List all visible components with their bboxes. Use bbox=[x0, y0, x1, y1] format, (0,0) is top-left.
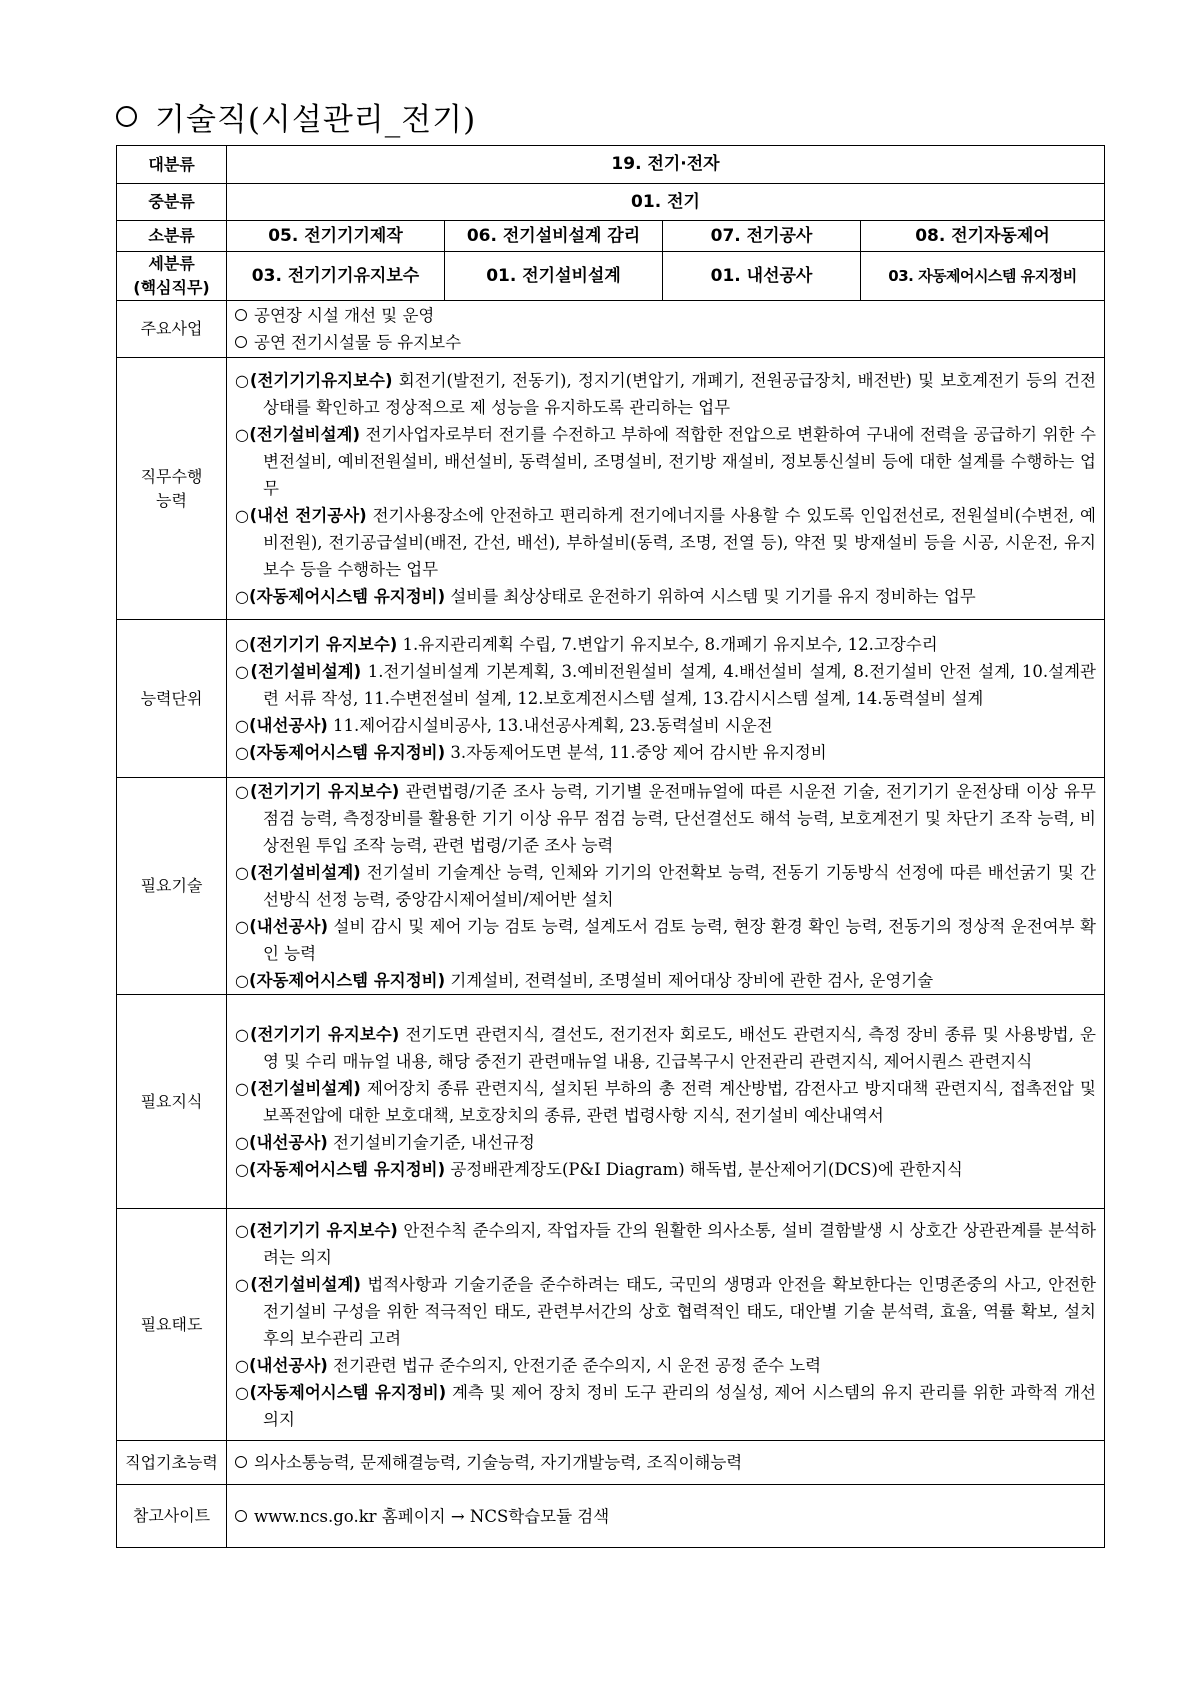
label-skill: 필요기술 bbox=[117, 778, 227, 995]
list-item: ○(내선공사) 전기설비기술기준, 내선규정 bbox=[235, 1132, 535, 1152]
row-main-business bbox=[117, 301, 1105, 358]
value-minor-1: 05. 전기기기제작 bbox=[227, 221, 445, 252]
skill-content bbox=[227, 778, 1105, 995]
value-major: 19. 전기·전자 bbox=[227, 146, 1105, 184]
circle-bullet-icon bbox=[116, 106, 137, 127]
list-item: ○(전기기기 유지보수) 전기도면 관련지식, 결선도, 전기전자 회로도, 배선도 관련지식, 측정 장비 종류 및 사용방법, 운영 및 수리 매뉴얼 내용, 해당 중전기 관련매뉴얼 내용, 긴급복구시 안전관리 관련지식, 제어시퀀스 관련지식 bbox=[235, 1024, 1096, 1071]
label-main-business: 주요사업 bbox=[117, 301, 227, 358]
row-middle bbox=[117, 184, 1105, 221]
value-minor-3: 07. 전기공사 bbox=[663, 221, 861, 252]
circle-bullet-icon: ○ bbox=[235, 587, 249, 606]
value-middle: 01. 전기 bbox=[227, 184, 1105, 221]
row-minor bbox=[117, 221, 1105, 252]
circle-bullet-icon: ○ bbox=[235, 635, 249, 654]
circle-bullet-icon: ○ bbox=[235, 662, 251, 681]
list-item: ○(전기기기 유지보수) 1.유지관리계획 수립, 7.변압기 유지보수, 8.개폐기 유지보수, 12.고장수리 bbox=[235, 635, 938, 654]
circle-bullet-icon: ○ bbox=[235, 1220, 250, 1240]
circle-bullet-icon bbox=[235, 336, 247, 348]
circle-bullet-icon: ○ bbox=[235, 917, 250, 936]
circle-bullet-icon bbox=[235, 1456, 247, 1468]
circle-bullet-icon: ○ bbox=[235, 371, 250, 390]
list-item: 공연 전기시설물 등 유지보수 bbox=[235, 329, 1096, 356]
value-detail-2: 01. 전기설비설계 bbox=[445, 252, 663, 301]
row-knowledge bbox=[117, 995, 1105, 1209]
main-business-content bbox=[227, 301, 1105, 358]
circle-bullet-icon: ○ bbox=[235, 425, 250, 444]
unit-content bbox=[227, 620, 1105, 778]
knowledge-content bbox=[227, 995, 1105, 1209]
list-item: ○(내선 전기공사) 전기사용장소에 안전하고 편리하게 전기에너지를 사용할 수 있도록 인입전선로, 전원설비(수변전, 예비전원), 전기공급설비(배전, 간선, 배선), 부하설비(동력, 조명, 전열 등), 약전 및 방재설비 등을 시공, 시운전, 유지보수 등을 수행하는 업무 bbox=[235, 506, 1096, 579]
row-reference bbox=[117, 1485, 1105, 1548]
row-attitude bbox=[117, 1209, 1105, 1441]
circle-bullet-icon: ○ bbox=[235, 1355, 249, 1375]
value-minor-2: 06. 전기설비설계 감리 bbox=[445, 221, 663, 252]
page-title bbox=[116, 94, 476, 139]
list-item: ○(전기기기 유지보수) 안전수칙 준수의지, 작업자들 간의 원활한 의사소통, 설비 결함발생 시 상호간 상관관계를 분석하려는 의지 bbox=[235, 1220, 1096, 1267]
list-item: ○(자동제어시스템 유지정비) 계측 및 제어 장치 정비 도구 관리의 성실성, 제어 시스템의 유지 관리를 위한 과학적 개선 의지 bbox=[235, 1382, 1096, 1429]
circle-bullet-icon: ○ bbox=[235, 716, 249, 735]
value-detail-4: 03. 자동제어시스템 유지정비 bbox=[861, 252, 1105, 301]
attitude-content bbox=[227, 1209, 1105, 1441]
list-item: ○(내선공사) 설비 감시 및 제어 기능 검토 능력, 설계도서 검토 능력, 현장 환경 확인 능력, 전동기의 정상적 운전여부 확인 능력 bbox=[235, 917, 1096, 963]
row-basic bbox=[117, 1441, 1105, 1485]
label-basic: 직업기초능력 bbox=[117, 1441, 227, 1485]
list-item: ○(자동제어시스템 유지정비) 3.자동제어도면 분석, 11.중앙 제어 감시반 유지정비 bbox=[235, 743, 827, 762]
value-detail-3: 01. 내선공사 bbox=[663, 252, 861, 301]
label-major: 대분류 bbox=[117, 146, 227, 184]
list-item: ○(전기설비설계) 전기사업자로부터 전기를 수전하고 부하에 적합한 전압으로 변환하여 구내에 전력을 공급하기 위한 수변전설비, 예비전원설비, 배선설비, 동력설비, 조명설비, 전기방 재설비, 정보통신설비 등에 대한 설계를 수행하는 업무 bbox=[235, 425, 1096, 498]
value-minor-4: 08. 전기자동제어 bbox=[861, 221, 1105, 252]
list-item: ○(전기설비설계) 법적사항과 기술기준을 준수하려는 태도, 국민의 생명과 안전을 확보한다는 인명존중의 사고, 안전한 전기설비 구성을 위한 적극적인 태도, 관련부서간의 상호 협력적인 태도, 대안별 기술 분석력, 효율, 역률 확보, 설치후의 보수관리 고려 bbox=[235, 1274, 1096, 1348]
label-duty: 직무수행 능력 bbox=[117, 358, 227, 620]
reference-link[interactable]: www.ncs.go.kr 홈페이지 → NCS학습모듈 검색 bbox=[254, 1506, 610, 1526]
list-item: ○(자동제어시스템 유지정비) 설비를 최상상태로 운전하기 위하여 시스템 및 기기를 유지 정비하는 업무 bbox=[235, 587, 976, 606]
list-item: ○(자동제어시스템 유지정비) 기계설비, 전력설비, 조명설비 제어대상 장비에 관한 검사, 운영기술 bbox=[235, 971, 934, 990]
label-knowledge: 필요지식 bbox=[117, 995, 227, 1209]
circle-bullet-icon: ○ bbox=[235, 782, 250, 801]
circle-bullet-icon: ○ bbox=[235, 506, 250, 525]
row-unit bbox=[117, 620, 1105, 778]
circle-bullet-icon bbox=[235, 1510, 247, 1522]
circle-bullet-icon: ○ bbox=[235, 1078, 251, 1098]
circle-bullet-icon: ○ bbox=[235, 863, 250, 882]
label-middle: 중분류 bbox=[117, 184, 227, 221]
list-item: ○(전기설비설계) 1.전기설비설계 기본계획, 3.예비전원설비 설계, 4.배선설비 설계, 8.전기설비 안전 설계, 10.설계관련 서류 작성, 11.수변전설비 설계, 12.보호계전시스템 설계, 13.감시시스템 설계, 14.동력설비 설계 bbox=[235, 662, 1096, 708]
circle-bullet-icon: ○ bbox=[235, 1024, 250, 1044]
circle-bullet-icon: ○ bbox=[235, 1274, 251, 1294]
label-unit: 능력단위 bbox=[117, 620, 227, 778]
label-detail-line2: (핵심직무) bbox=[133, 278, 210, 297]
label-detail-line1: 세분류 bbox=[148, 254, 195, 273]
value-detail-1: 03. 전기기기유지보수 bbox=[227, 252, 445, 301]
list-item: ○(내선공사) 전기관련 법규 준수의지, 안전기준 준수의지, 시 운전 공정 준수 노력 bbox=[235, 1355, 822, 1375]
row-skill bbox=[117, 778, 1105, 995]
row-major bbox=[117, 146, 1105, 184]
row-detail bbox=[117, 252, 1105, 301]
page-title-text: 기술직(시설관리_전기) bbox=[155, 102, 477, 138]
list-item: ○(전기기기 유지보수) 관련법령/기준 조사 능력, 기기별 운전매뉴얼에 따른 시운전 기술, 전기기기 운전상태 이상 유무 점검 능력, 측정장비를 활용한 기기 이상 유무 점검 능력, 단선결선도 해석 능력, 보호계전기 및 차단기 조작 능력, 비상전원 투입 조작 능력, 관련 법령/기준 조사 능력 bbox=[235, 782, 1096, 855]
label-minor: 소분류 bbox=[117, 221, 227, 252]
list-item: ○(전기설비설계) 전기설비 기술계산 능력, 인체와 기기의 안전확보 능력, 전동기 기동방식 선정에 따른 배선굵기 및 간선방식 선정 능력, 중앙감시제어설비/제어반 설치 bbox=[235, 863, 1096, 909]
list-item: ○(자동제어시스템 유지정비) 공정배관계장도(P&I Diagram) 해독법, 분산제어기(DCS)에 관한지식 bbox=[235, 1159, 963, 1179]
circle-bullet-icon: ○ bbox=[235, 1382, 250, 1402]
list-item: ○(전기기기유지보수) 회전기(발전기, 전동기), 정지기(변압기, 개폐기, 전원공급장치, 배전반) 및 보호계전기 등의 건전상태를 확인하고 정상적으로 제 성능을 유지하도록 관리하는 업무 bbox=[235, 371, 1096, 417]
basic-content: 의사소통능력, 문제해결능력, 기술능력, 자기개발능력, 조직이해능력 bbox=[227, 1441, 1105, 1485]
circle-bullet-icon: ○ bbox=[235, 743, 249, 762]
circle-bullet-icon: ○ bbox=[235, 1159, 249, 1179]
list-item: ○(전기설비설계) 제어장치 종류 관련지식, 설치된 부하의 총 전력 계산방법, 감전사고 방지대책 관련지식, 접촉전압 및 보폭전압에 대한 보호대책, 보호장치의 종류, 관련 법령사항 지식, 전기설비 예산내역서 bbox=[235, 1078, 1096, 1125]
circle-bullet-icon: ○ bbox=[235, 1132, 249, 1152]
ncs-table bbox=[116, 145, 1105, 1548]
label-attitude: 필요태도 bbox=[117, 1209, 227, 1441]
duty-content bbox=[227, 358, 1105, 620]
reference-content bbox=[227, 1485, 1105, 1548]
list-item: ○(내선공사) 11.제어감시설비공사, 13.내선공사계획, 23.동력설비 시운전 bbox=[235, 716, 773, 735]
list-item: 공연장 시설 개선 및 운영 bbox=[235, 302, 1096, 329]
circle-bullet-icon bbox=[235, 309, 247, 321]
circle-bullet-icon: ○ bbox=[235, 971, 249, 990]
label-reference: 참고사이트 bbox=[117, 1485, 227, 1548]
label-detail bbox=[117, 252, 227, 301]
row-duty bbox=[117, 358, 1105, 620]
